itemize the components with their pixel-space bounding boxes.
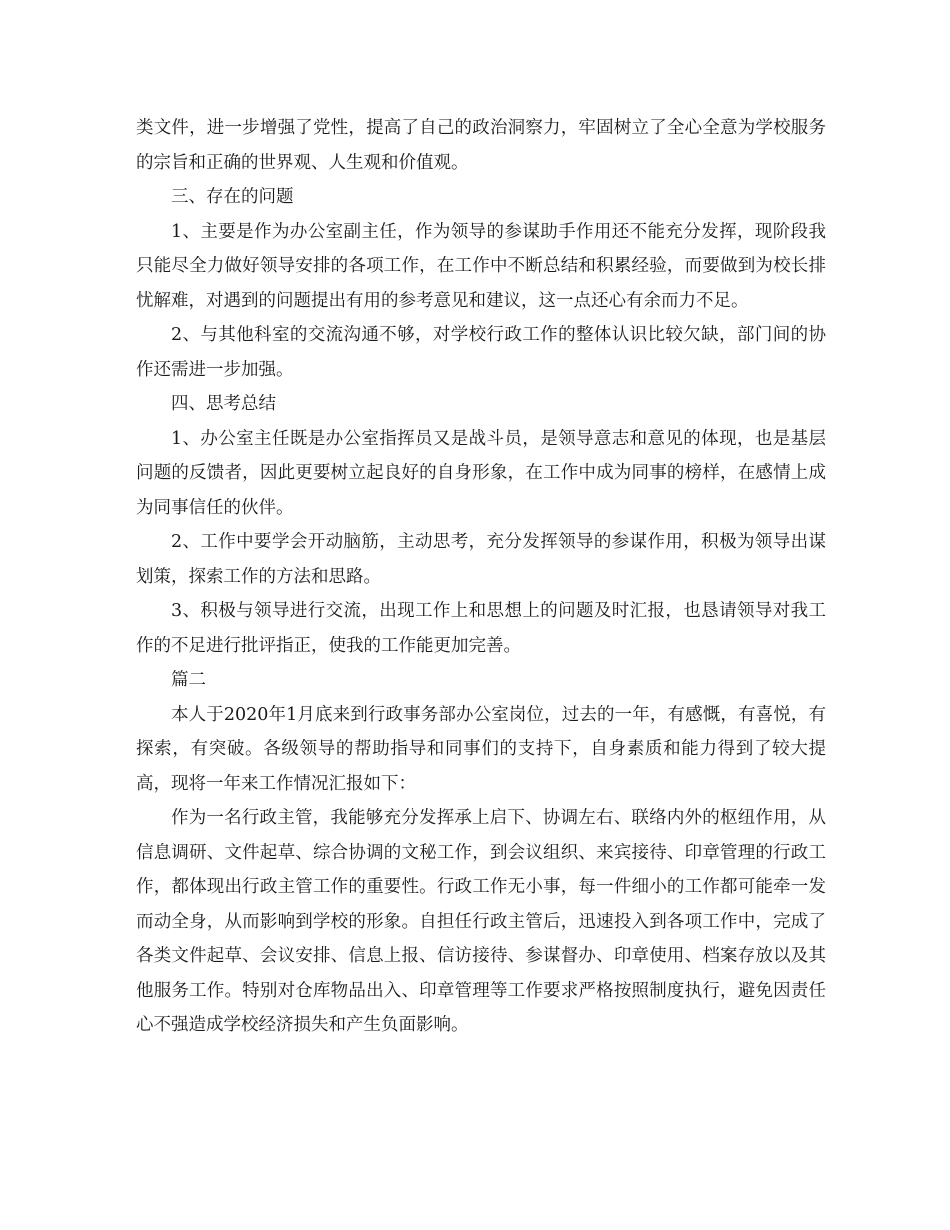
paragraph-duties: 作为一名行政主管，我能够充分发挥承上启下、协调左右、联络内外的枢纽作用，从信息调研、文件起草、综合协调的文秘工作，到会议组织、来宾接待、印章管理的行政工作，都体现出行政主管工作的重要性。行政工作无小事，每一件细小的工作都可能牵一发而动全身，从而影响到学校的形象。自担任行政主管后，迅速投入到各项工作中，完成了各类文件起草、会议安排、信息上报、信访接待、参谋督办、印章使用、档案存放以及其他服务工作。特别对仓库物品出入、印章管理等工作要求严格按照制度执行，避免因责任心不强造成学校经济损失和产生负面影响。 — [136, 808, 826, 1035]
section-heading-problems: 三、存在的问题 — [171, 187, 294, 207]
paragraph-continuation: 类文件，进一步增强了党性，提高了自己的政治洞察力，牢固树立了全心全意为学校服务的宗旨和正确的世界观、人生观和价值观。 — [136, 118, 826, 173]
part-heading-2: 篇二 — [171, 670, 206, 690]
section-heading-summary: 四、思考总结 — [171, 394, 276, 414]
paragraph-summary-3: 3、积极与领导进行交流，出现工作上和思想上的问题及时汇报，也恳请领导对我工作的不足进行批评指正，使我的工作能更加完善。 — [136, 601, 826, 656]
document-body — [136, 111, 826, 1043]
paragraph-intro: 本人于2020年1月底来到行政事务部办公室岗位，过去的一年，有感慨，有喜悦，有探索，有突破。各级领导的帮助指导和同事们的支持下，自身素质和能力得到了较大提高，现将一年来工作情况汇报如下： — [136, 704, 826, 794]
paragraph-problem-2: 2、与其他科室的交流沟通不够，对学校行政工作的整体认识比较欠缺，部门间的协作还需进一步加强。 — [136, 325, 826, 380]
paragraph-summary-2: 2、工作中要学会开动脑筋，主动思考，充分发挥领导的参谋作用，积极为领导出谋划策，探索工作的方法和思路。 — [136, 532, 826, 587]
paragraph-summary-1: 1、办公室主任既是办公室指挥员又是战斗员，是领导意志和意见的体现，也是基层问题的反馈者，因此更要树立起良好的自身形象，在工作中成为同事的榜样，在感情上成为同事信任的伙伴。 — [136, 428, 826, 518]
paragraph-problem-1: 1、主要是作为办公室副主任，作为领导的参谋助手作用还不能充分发挥，现阶段我只能尽全力做好领导安排的各项工作，在工作中不断总结和积累经验，而要做到为校长排忧解难，对遇到的问题提出有用的参考意见和建议，这一点还心有余而力不足。 — [136, 221, 826, 311]
